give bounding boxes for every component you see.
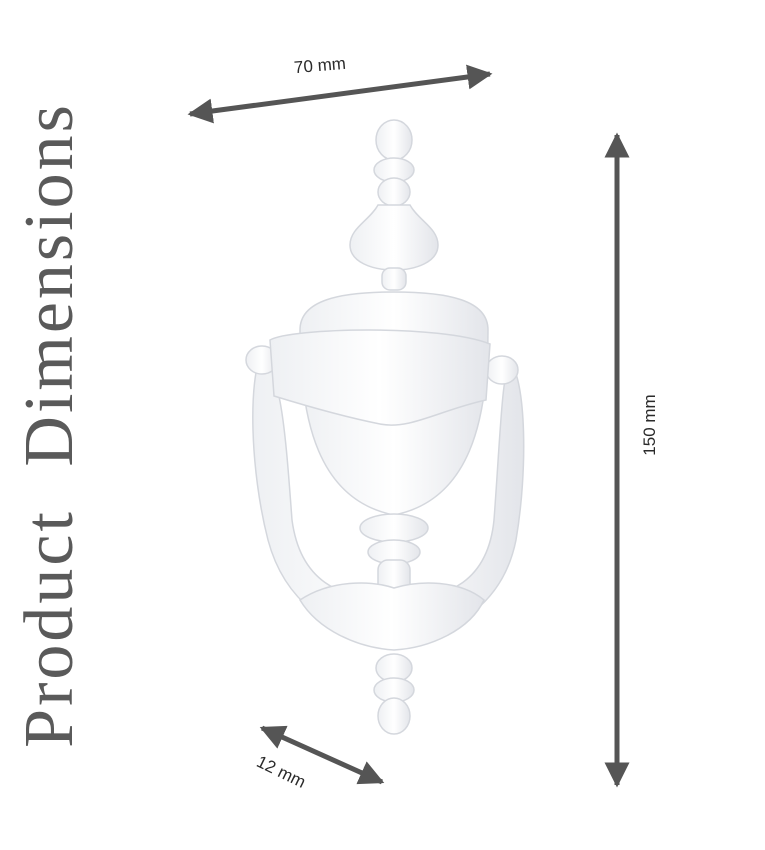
height-label: 150 mm [640,394,659,456]
width-arrow [190,74,490,114]
door-knocker-icon [246,120,524,734]
page-title: Product Dimensions [11,102,88,748]
width-label: 70 mm [293,53,347,78]
depth-label: 12 mm [253,752,309,792]
